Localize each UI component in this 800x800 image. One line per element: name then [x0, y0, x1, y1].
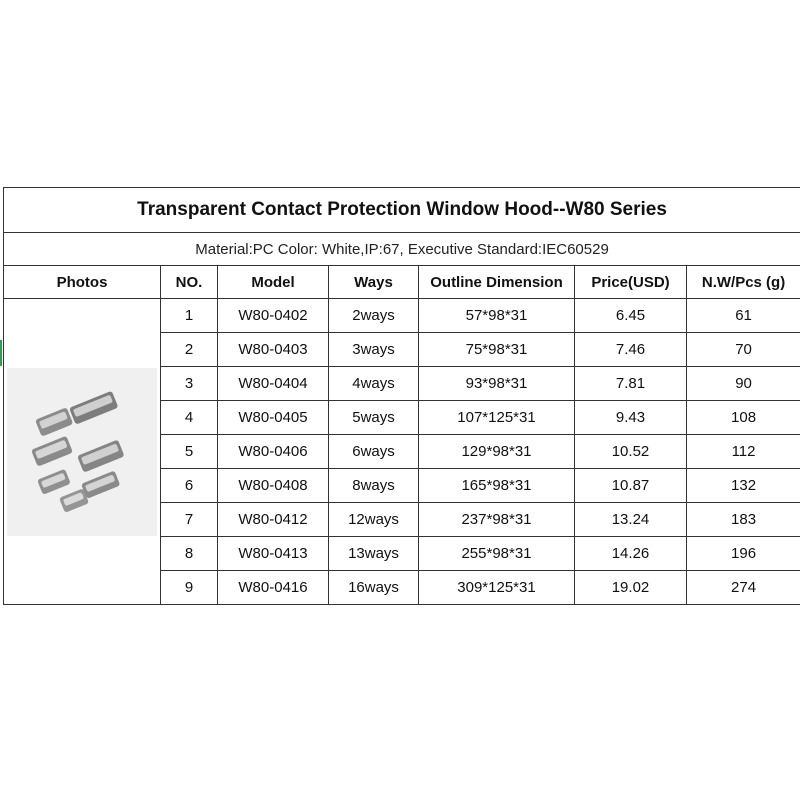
- table-subtitle: Material:PC Color: White,IP:67, Executive Standard:IEC60529: [4, 233, 800, 266]
- cell-model: W80-0403: [218, 333, 329, 367]
- cell-dimension: 129*98*31: [419, 435, 575, 469]
- header-model: Model: [218, 266, 329, 299]
- cell-no: 4: [161, 401, 218, 435]
- cell-model: W80-0413: [218, 537, 329, 571]
- table-row: [4, 299, 800, 333]
- cell-model: W80-0408: [218, 469, 329, 503]
- cell-ways: 13ways: [329, 537, 419, 571]
- header-photos: Photos: [4, 266, 161, 299]
- cell-net-weight: 183: [687, 503, 800, 537]
- cell-ways: 5ways: [329, 401, 419, 435]
- cell-model: W80-0404: [218, 367, 329, 401]
- cell-dimension: 165*98*31: [419, 469, 575, 503]
- cell-net-weight: 112: [687, 435, 800, 469]
- cell-ways: 8ways: [329, 469, 419, 503]
- cell-dimension: 237*98*31: [419, 503, 575, 537]
- cell-net-weight: 61: [687, 299, 800, 333]
- cell-price: 10.52: [575, 435, 687, 469]
- cell-model: W80-0416: [218, 571, 329, 605]
- cell-price: 6.45: [575, 299, 687, 333]
- header-no: NO.: [161, 266, 218, 299]
- cell-dimension: 57*98*31: [419, 299, 575, 333]
- cell-ways: 12ways: [329, 503, 419, 537]
- cell-net-weight: 196: [687, 537, 800, 571]
- cell-ways: 16ways: [329, 571, 419, 605]
- header-net-weight: N.W/Pcs (g): [687, 266, 800, 299]
- cell-net-weight: 90: [687, 367, 800, 401]
- header-outline-dimension: Outline Dimension: [419, 266, 575, 299]
- cell-model: W80-0402: [218, 299, 329, 333]
- spec-table: [3, 187, 800, 605]
- cell-no: 6: [161, 469, 218, 503]
- cell-selection-marker: [0, 340, 2, 366]
- cell-ways: 6ways: [329, 435, 419, 469]
- cell-net-weight: 132: [687, 469, 800, 503]
- cell-no: 9: [161, 571, 218, 605]
- cell-dimension: 309*125*31: [419, 571, 575, 605]
- cell-model: W80-0406: [218, 435, 329, 469]
- cell-price: 19.02: [575, 571, 687, 605]
- cell-no: 7: [161, 503, 218, 537]
- cell-dimension: 75*98*31: [419, 333, 575, 367]
- cell-no: 8: [161, 537, 218, 571]
- cell-price: 7.81: [575, 367, 687, 401]
- cell-dimension: 107*125*31: [419, 401, 575, 435]
- cell-no: 5: [161, 435, 218, 469]
- cell-net-weight: 274: [687, 571, 800, 605]
- cell-ways: 3ways: [329, 333, 419, 367]
- cell-price: 9.43: [575, 401, 687, 435]
- header-row: [4, 266, 800, 299]
- cell-dimension: 93*98*31: [419, 367, 575, 401]
- cell-net-weight: 70: [687, 333, 800, 367]
- cell-model: W80-0405: [218, 401, 329, 435]
- header-price: Price(USD): [575, 266, 687, 299]
- product-photo-cell: [4, 299, 161, 605]
- cell-price: 7.46: [575, 333, 687, 367]
- header-ways: Ways: [329, 266, 419, 299]
- product-spec-sheet: [3, 187, 800, 605]
- cell-model: W80-0412: [218, 503, 329, 537]
- cell-price: 14.26: [575, 537, 687, 571]
- product-photo-svg: [7, 368, 157, 536]
- cell-no: 1: [161, 299, 218, 333]
- cell-net-weight: 108: [687, 401, 800, 435]
- cell-price: 13.24: [575, 503, 687, 537]
- product-photo-icon: [7, 368, 157, 536]
- cell-no: 3: [161, 367, 218, 401]
- cell-ways: 4ways: [329, 367, 419, 401]
- table-title: Transparent Contact Protection Window Hood--W80 Series: [4, 188, 800, 233]
- cell-price: 10.87: [575, 469, 687, 503]
- cell-no: 2: [161, 333, 218, 367]
- cell-dimension: 255*98*31: [419, 537, 575, 571]
- cell-ways: 2ways: [329, 299, 419, 333]
